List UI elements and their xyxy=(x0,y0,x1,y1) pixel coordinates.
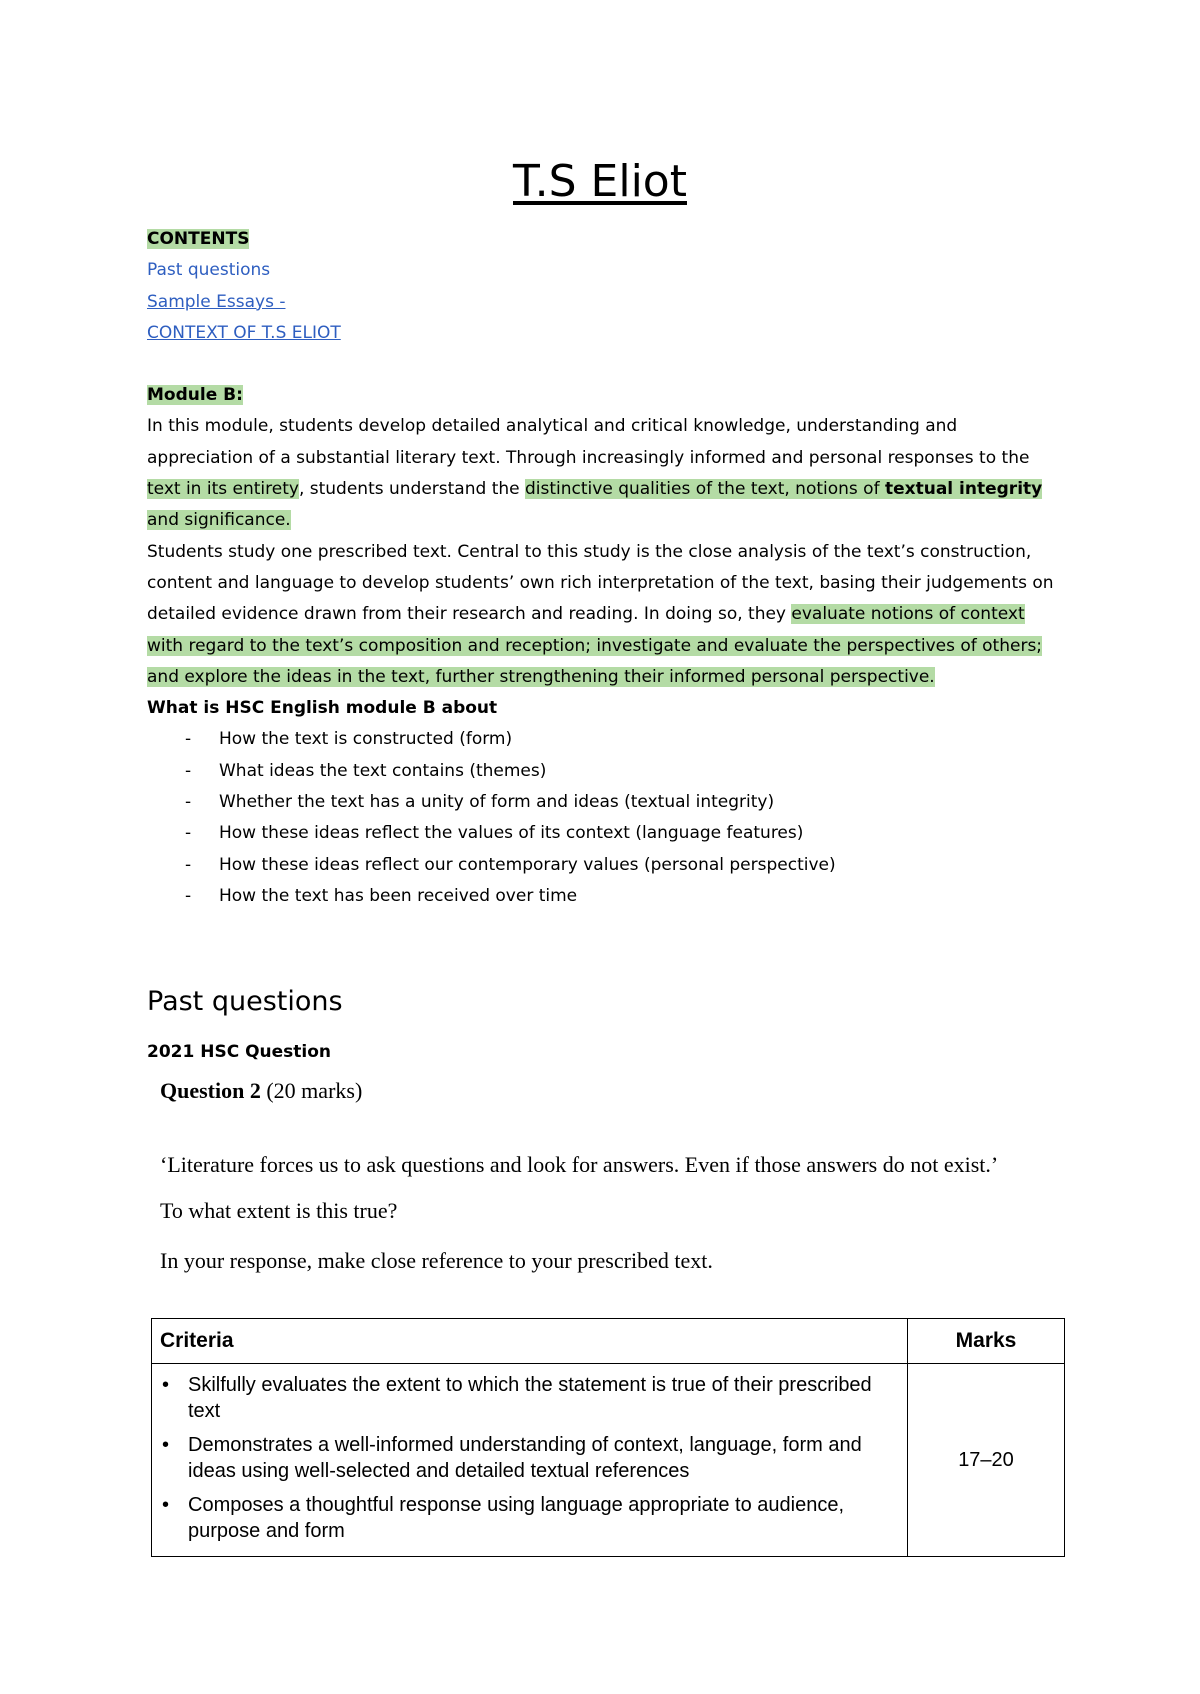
list-item xyxy=(147,881,1057,912)
highlight-run: and significance. xyxy=(147,510,291,531)
highlight-run: evaluate notions of context with regard to the text’s composition and reception; investigate and evaluate the perspectives of others; and explore the ideas in the text, further strengthening their informed personal perspective. xyxy=(147,604,1043,687)
document-title: T.S Eliot xyxy=(513,156,687,207)
about-heading: What is HSC English module B about xyxy=(147,698,498,719)
link-context-of-ts-eliot[interactable]: CONTEXT OF T.S ELIOT xyxy=(147,322,341,343)
dash-icon: - xyxy=(185,729,192,750)
dash-icon: - xyxy=(185,760,192,781)
question-quote: ‘Literature forces us to ask questions and look for answers. Even if those answers do not exist.’ xyxy=(160,1152,999,1177)
dash-icon: - xyxy=(185,854,192,875)
question-instruction: In your response, make close reference to your prescribed text. xyxy=(160,1248,713,1273)
criteria-item xyxy=(160,1432,899,1484)
list-item-text: How these ideas reflect the values of its context (language features) xyxy=(219,823,804,844)
link-sample-essays[interactable]: Sample Essays - xyxy=(147,291,286,312)
criteria-text: Skilfully evaluates the extent to which the statement is true of their prescribed text xyxy=(188,1374,872,1422)
list-item xyxy=(147,787,1057,818)
table-header-row xyxy=(152,1319,1065,1364)
highlight-run: distinctive qualities of the text, notions of xyxy=(525,479,885,500)
list-item-text: How the text has been received over time xyxy=(219,885,578,906)
dash-icon: - xyxy=(185,792,192,813)
list-item xyxy=(147,818,1057,849)
list-item-text: How these ideas reflect our contemporary values (personal perspective) xyxy=(219,854,836,875)
criteria-text: Composes a thoughtful response using language appropriate to audience, purpose and form xyxy=(188,1494,845,1542)
table-row xyxy=(152,1364,1065,1557)
list-item-text: How the text is constructed (form) xyxy=(219,729,513,750)
list-item-text: What ideas the text contains (themes) xyxy=(219,760,547,781)
question-header xyxy=(160,1078,362,1104)
marking-criteria-table xyxy=(151,1318,1065,1557)
bullet-icon: • xyxy=(162,1374,170,1396)
highlight-run: text in its entirety xyxy=(147,479,299,500)
question-label: Question 2 xyxy=(160,1078,261,1103)
list-item-text: Whether the text has a unity of form and ideas (textual integrity) xyxy=(219,792,775,813)
module-paragraph-2 xyxy=(147,537,1057,693)
criteria-item xyxy=(160,1372,899,1424)
list-item xyxy=(147,724,1057,755)
highlight-bold-run: textual integrity xyxy=(884,479,1043,500)
list-item xyxy=(147,756,1057,787)
list-item xyxy=(147,850,1057,881)
about-list xyxy=(147,724,1057,912)
text-run: In this module, students develop detailed analytical and critical knowledge, understanding and appreciation of a substantial literary text. Through increasingly informed and personal responses to the xyxy=(147,416,1030,468)
dash-icon: - xyxy=(185,823,192,844)
bullet-icon: • xyxy=(162,1494,170,1516)
past-questions-heading: Past questions xyxy=(147,986,343,1017)
document-body xyxy=(147,224,1057,912)
marks-cell: 17–20 xyxy=(908,1364,1065,1557)
module-paragraph-1 xyxy=(147,411,1057,536)
question-marks: (20 marks) xyxy=(266,1078,363,1103)
dash-icon: - xyxy=(185,885,192,906)
question-prompt: To what extent is this true? xyxy=(160,1198,398,1223)
spacer xyxy=(147,349,1057,380)
year-heading: 2021 HSC Question xyxy=(147,1042,332,1062)
text-run: Students study one prescribed text. Central to this study is the close analysis of the text’s construction, content and language to develop students’ own rich interpretation of the text, basing their judgements on detailed evidence drawn from their research and reading. In doing so, they xyxy=(147,541,1054,625)
link-past-questions[interactable]: Past questions xyxy=(147,260,271,281)
bullet-icon: • xyxy=(162,1434,170,1456)
column-header-marks: Marks xyxy=(908,1319,1065,1364)
criteria-cell xyxy=(152,1364,908,1557)
module-heading: Module B: xyxy=(147,385,243,406)
text-run: , students understand the xyxy=(298,479,525,500)
criteria-text: Demonstrates a well-informed understanding of context, language, form and ideas using well-selected and detailed textual references xyxy=(188,1434,862,1482)
column-header-criteria: Criteria xyxy=(152,1319,908,1364)
contents-heading: CONTENTS xyxy=(147,229,250,249)
criteria-item xyxy=(160,1492,899,1544)
